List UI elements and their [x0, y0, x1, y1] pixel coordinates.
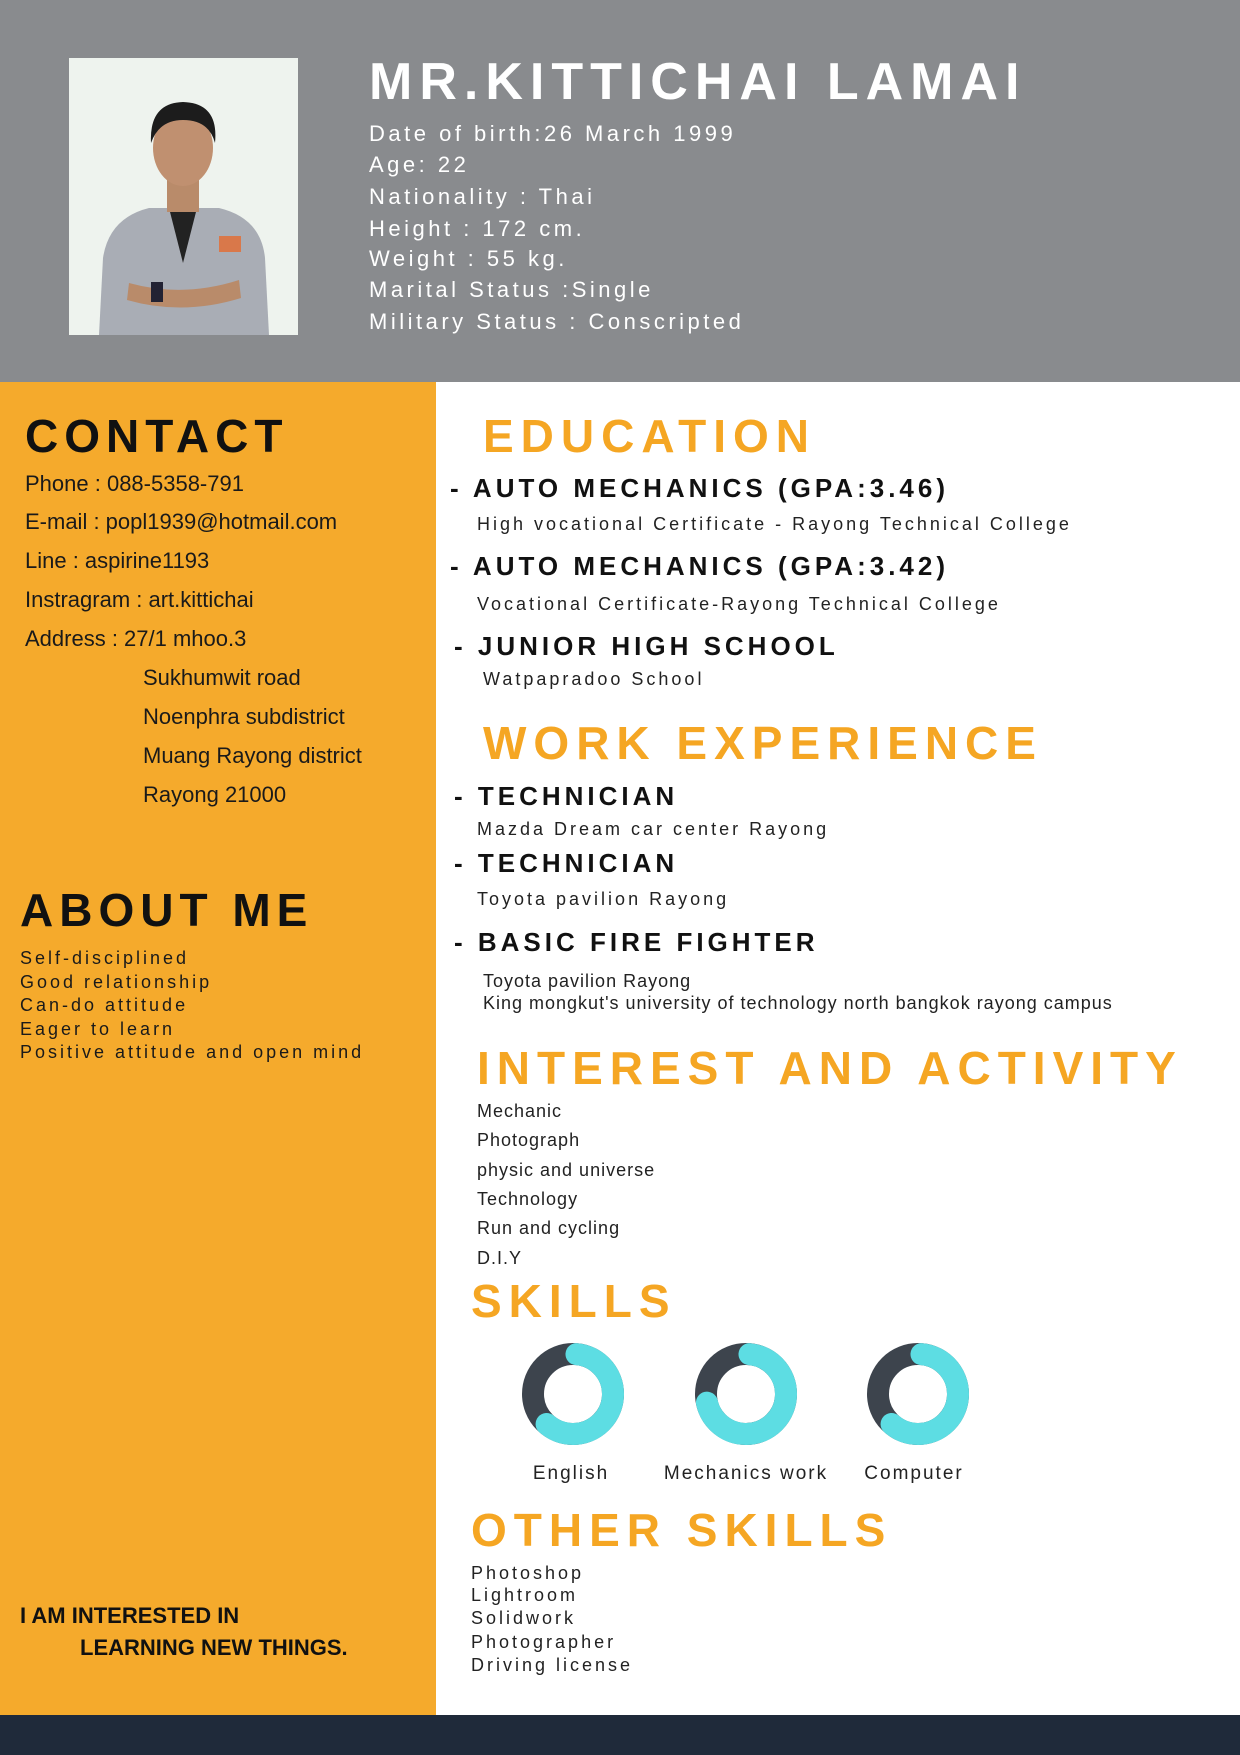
education-item-title: - JUNIOR HIGH SCHOOL [454, 631, 839, 661]
work-item-detail: King mongkut's university of technology north bangkok rayong campus [483, 993, 1113, 1013]
education-item-detail: Watpapradoo School [483, 669, 705, 689]
education-item-title: - AUTO MECHANICS (GPA:3.46) [450, 473, 949, 503]
contact-address: Address : 27/1 mhoo.3 [25, 626, 247, 651]
address-line: Muang Rayong district [143, 743, 362, 768]
closing-line-2: LEARNING NEW THINGS. [80, 1635, 348, 1660]
contact-instagram: Instragram : art.kittichai [25, 587, 254, 612]
about-item: Positive attitude and open mind [20, 1042, 365, 1062]
contact-email: E-mail : popl1939@hotmail.com [25, 509, 338, 534]
education-item-detail: Vocational Certificate-Rayong Technical College [477, 594, 1001, 614]
about-item: Eager to learn [20, 1019, 176, 1039]
work-item-title: - TECHNICIAN [454, 848, 679, 878]
skills-heading: SKILLS [471, 1275, 677, 1327]
other-skill-item: Photographer [471, 1632, 617, 1652]
interest-item: D.I.Y [477, 1248, 523, 1268]
interest-item: Technology [477, 1189, 579, 1209]
about-item: Self-disciplined [20, 948, 190, 968]
about-item: Can-do attitude [20, 995, 189, 1015]
work-heading: WORK EXPERIENCE [483, 717, 1043, 769]
contact-heading: CONTACT [25, 410, 289, 462]
interest-item: Mechanic [477, 1101, 563, 1121]
about-heading: ABOUT ME [20, 884, 314, 936]
education-item-title: - AUTO MECHANICS (GPA:3.42) [450, 551, 949, 581]
other-skill-item: Solidwork [471, 1608, 577, 1628]
interest-item: physic and universe [477, 1160, 656, 1180]
height: Height : 172 cm. [369, 216, 586, 241]
contact-line: Line : aspirine1193 [25, 548, 210, 573]
nationality: Nationality : Thai [369, 184, 596, 209]
age: Age: 22 [369, 152, 470, 177]
education-item-detail: High vocational Certificate - Rayong Technical College [477, 514, 1072, 534]
weight: Weight : 55 kg. [369, 246, 568, 271]
profile-photo [69, 58, 298, 335]
closing-line-1: I AM INTERESTED IN [20, 1603, 240, 1628]
work-item-detail: Toyota pavilion Rayong [477, 889, 730, 909]
other-skills-heading: OTHER SKILLS [471, 1504, 893, 1556]
work-item-title: - TECHNICIAN [454, 781, 679, 811]
interest-item: Photograph [477, 1130, 581, 1150]
work-item-detail: Mazda Dream car center Rayong [477, 819, 830, 839]
address-line: Noenphra subdistrict [143, 704, 345, 729]
marital-status: Marital Status :Single [369, 277, 654, 302]
other-skill-item: Driving license [471, 1655, 634, 1675]
education-heading: EDUCATION [483, 410, 817, 462]
candidate-name: MR.KITTICHAI LAMAI [369, 53, 1027, 111]
about-item: Good relationship [20, 972, 213, 992]
work-item-title: - BASIC FIRE FIGHTER [454, 927, 819, 957]
skill-donut-english [521, 1342, 625, 1446]
interest-heading: INTEREST AND ACTIVITY [477, 1042, 1183, 1094]
work-item-detail: Toyota pavilion Rayong [483, 971, 692, 991]
interest-item: Run and cycling [477, 1218, 621, 1238]
date-of-birth: Date of birth:26 March 1999 [369, 121, 737, 146]
address-line: Sukhumwit road [143, 665, 301, 690]
skill-label: English [532, 1463, 610, 1484]
footer-bar [0, 1715, 1240, 1755]
skill-label: Mechanics work [663, 1463, 829, 1484]
contact-phone: Phone : 088-5358-791 [25, 471, 244, 496]
skill-donut-computer [866, 1342, 970, 1446]
skill-label: Computer [864, 1463, 964, 1484]
military-status: Military Status : Conscripted [369, 309, 745, 334]
skill-donut-mechanics [694, 1342, 798, 1446]
other-skill-item: Lightroom [471, 1585, 579, 1605]
other-skill-item: Photoshop [471, 1563, 585, 1583]
address-line: Rayong 21000 [143, 782, 287, 807]
